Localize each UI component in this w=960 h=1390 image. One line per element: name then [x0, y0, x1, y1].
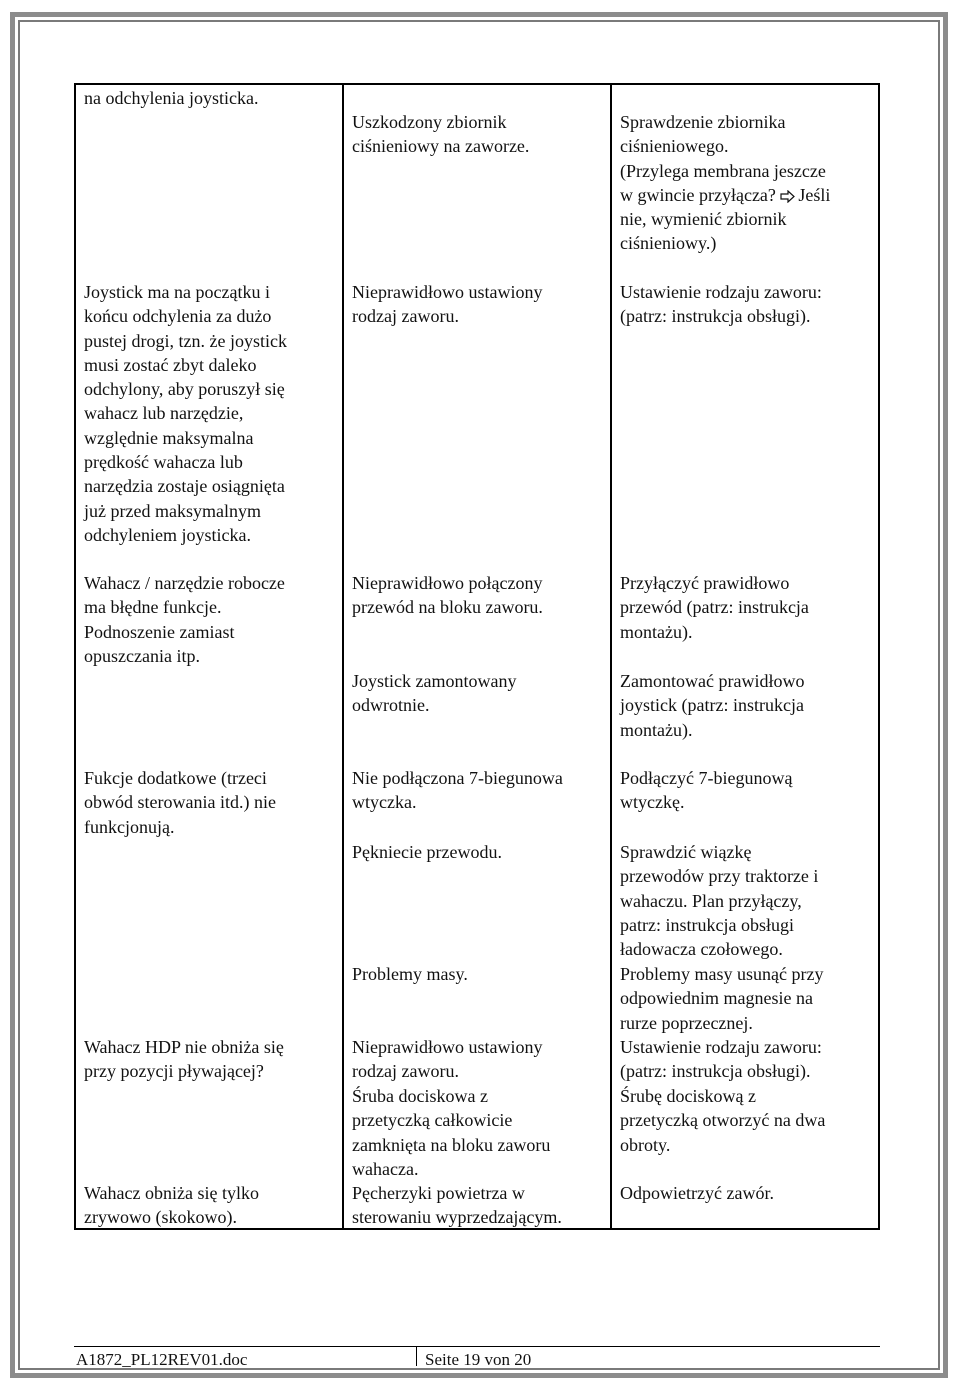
footer-filename: A1872_PL12REV01.doc	[76, 1350, 248, 1369]
remedy-text: Sprawdzić wiązkę przewodów przy traktorze i wahaczu. Plan przyłączy, patrz: instrukcja obsługi ładowacza czołowego.	[620, 842, 819, 960]
remedy-text: Zamontować prawidłowo joystick (patrz: instrukcja montażu).	[620, 671, 805, 740]
problem-text: Wahacz HDP nie obniża się przy pozycji pływającej?	[84, 1037, 284, 1082]
problem-text: Joystick ma na początku i końcu odchylenia za dużo pustej drogi, tzn. że joystick musi zostać zbyt daleko odchylony, aby poruszył się wahacz lub narzędzie, względnie maksymalna prędkość wahacza lub narzędzia zostaje osiągnięta już przed maksymalnym odchyleniem joysticka.	[84, 282, 287, 545]
footer-page-number: Seite 19 von 20	[425, 1350, 532, 1369]
cause-text: Problemy masy.	[352, 964, 468, 984]
remedy-text	[620, 110, 830, 256]
remedy-text-part: Sprawdzenie zbiornika ciśnieniowego. (Przylega membrana jeszcze w gwincie przyłącza?	[620, 112, 826, 205]
remedy-text: Ustawienie rodzaju zaworu: (patrz: instrukcja obsługi).	[620, 1037, 822, 1082]
problem-text: Fukcje dodatkowe (trzeci obwód sterowania itd.) nie funkcjonują.	[84, 768, 276, 837]
column-divider-2	[610, 83, 612, 1230]
table-left-border	[74, 83, 76, 1230]
column-divider-1	[342, 83, 344, 1230]
remedy-text: Śrubę dociskową z przetyczką otworzyć na dwa obroty.	[620, 1086, 826, 1155]
problem-text: Wahacz / narzędzie robocze ma błędne funkcje. Podnoszenie zamiast opuszczania itp.	[84, 573, 285, 666]
footer-rule	[74, 1346, 880, 1347]
cause-text: Nieprawidłowo połączony przewód na bloku zaworu.	[352, 573, 543, 618]
remedy-text-part: Jeśli nie, wymienić zbiornik ciśnieniowy.)	[620, 184, 831, 254]
cause-text: Pęcherzyki powietrza w sterowaniu wyprzedzającym.	[352, 1183, 562, 1228]
right-arrow-outline-icon	[780, 190, 795, 203]
cause-text: Śruba dociskowa z przetyczką całkowicie zamknięta na bloku zaworu wahacza.	[352, 1086, 551, 1179]
footer-divider	[416, 1346, 417, 1366]
cause-text: Pękniecie przewodu.	[352, 842, 502, 862]
table-right-border	[878, 83, 880, 1230]
problem-text: Wahacz obniża się tylko zrywowo (skokowo).	[84, 1183, 259, 1228]
problem-text: na odchylenia joysticka.	[84, 88, 259, 108]
cause-text: Nie podłączona 7-biegunowa wtyczka.	[352, 768, 563, 813]
cause-text: Uszkodzony zbiornik ciśnieniowy na zaworze.	[352, 112, 530, 157]
cause-text: Nieprawidłowo ustawiony rodzaj zaworu.	[352, 282, 543, 327]
remedy-text: Odpowietrzyć zawór.	[620, 1183, 774, 1203]
remedy-text: Ustawienie rodzaju zaworu: (patrz: instrukcja obsługi).	[620, 282, 822, 327]
remedy-text: Podłączyć 7-biegunową wtyczkę.	[620, 768, 793, 813]
cause-text: Nieprawidłowo ustawiony rodzaj zaworu.	[352, 1037, 543, 1082]
cause-text: Joystick zamontowany odwrotnie.	[352, 671, 517, 716]
remedy-text: Przyłączyć prawidłowo przewód (patrz: instrukcja montażu).	[620, 573, 809, 642]
table-top-border	[74, 83, 880, 85]
remedy-text: Problemy masy usunąć przy odpowiednim magnesie na rurze poprzecznej.	[620, 964, 824, 1033]
